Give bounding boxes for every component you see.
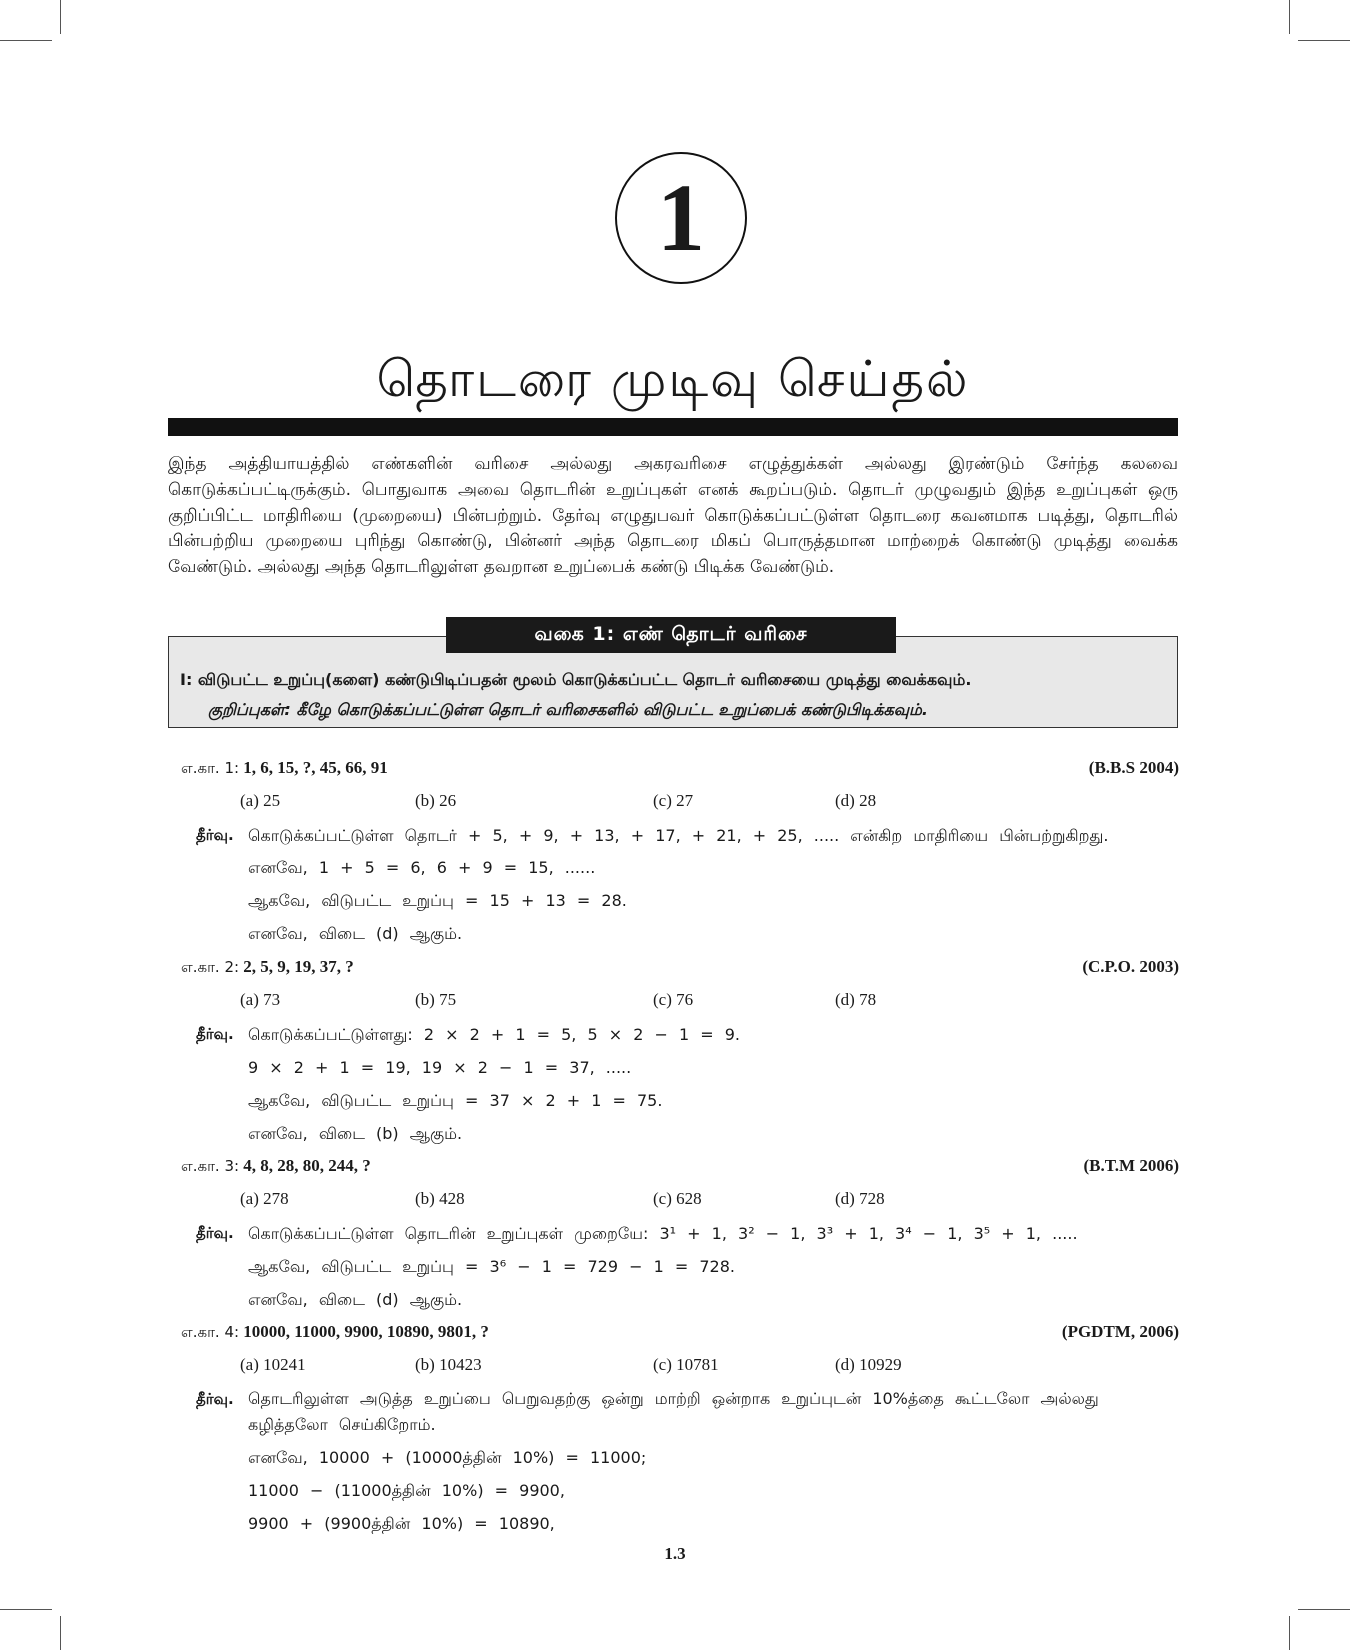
crop-mark <box>1289 0 1290 34</box>
solution-line: தொடரிலுள்ள அடுத்த உறுப்பை பெறுவதற்கு ஒன்று மாற்றி ஒன்றாக உறுப்புடன் 10%த்தை கூட்டலோ அல்லது கழித்தலோ செய்கிறோம். <box>248 1389 1099 1434</box>
solution-label: தீர்வு. <box>196 826 234 844</box>
option-b: (b) 75 <box>415 990 457 1009</box>
example-source: (B.T.M 2006) <box>1083 1156 1179 1175</box>
solution-label: தீர்வு. <box>196 1224 234 1242</box>
example-series: 4, 8, 28, 80, 244, ? <box>243 1156 371 1175</box>
option-a: (a) 25 <box>240 791 281 810</box>
example-source: (C.P.O. 2003) <box>1082 957 1179 976</box>
intro-paragraph: இந்த அத்தியாயத்தில் எண்களின் வரிசை அல்லது அகரவரிசை எழுத்துக்கள் அல்லது இரண்டும் சேர்ந்த கலவை கொடுக்கப்பட்டிருக்கும். பொதுவாக அவை தொடரின் உறுப்புகள் எனக் கூறப்படும். தொடர் முழுவதும் இந்த உறுப்புகள் ஒரு குறிப்பிட்ட மாதிரியை (முறையை) பின்பற்றும். தேர்வு எழுதுபவர் கொடுக்கப்பட்டுள்ள தொடரை கவனமாக படித்து, தொடரில் பின்பற்றிய முறையை புரிந்து கொண்டு, பின்னர் அந்த தொடரை மிகப் பொருத்தமான மாற்றைக் கொண்டு முடித்து வைக்க வேண்டும். அல்லது அந்த தொடரிலுள்ள தவறான உறுப்பைக் கண்டு பிடிக்க வேண்டும். <box>168 454 1178 578</box>
solution-line: எனவே, 10000 + (10000த்தின் 10%) = 11000; <box>248 1448 647 1467</box>
example-source: (B.B.S 2004) <box>1088 758 1179 777</box>
example-question <box>181 1322 1179 1343</box>
example-question <box>181 758 1179 779</box>
option-d: (d) 728 <box>835 1189 885 1208</box>
option-c: (c) 27 <box>653 791 694 810</box>
solution-line: 11000 − (11000த்தின் 10%) = 9900, <box>248 1481 565 1500</box>
solution-line: 9900 + (9900த்தின் 10%) = 10890, <box>248 1514 555 1533</box>
option-c: (c) 76 <box>653 990 694 1009</box>
example-label: எ.கா. 4: <box>181 1323 240 1341</box>
option-c: (c) 10781 <box>653 1355 719 1374</box>
type-heading: வகை 1: எண் தொடர் வரிசை <box>446 617 896 653</box>
solution-line: கொடுக்கப்பட்டுள்ள தொடர் + 5, + 9, + 13, + 17, + 21, + 25, ..... என்கிற மாதிரியை பின்பற்றுகிறது. <box>248 826 1109 845</box>
solution-line: ஆகவே, விடுபட்ட உறுப்பு = 15 + 13 = 28. <box>248 891 627 910</box>
option-d: (d) 10929 <box>835 1355 902 1374</box>
instruction: I: விடுபட்ட உறுப்பு(களை) கண்டுபிடிப்பதன் மூலம் கொடுக்கப்பட்ட தொடர் வரிசையை முடித்து வைக்கவும். <box>180 670 972 689</box>
option-a: (a) 10241 <box>240 1355 306 1374</box>
example-series: 2, 5, 9, 19, 37, ? <box>243 957 354 976</box>
option-c: (c) 628 <box>653 1189 702 1208</box>
crop-mark <box>1298 40 1350 41</box>
option-b: (b) 26 <box>415 791 457 810</box>
solution-line: 9 × 2 + 1 = 19, 19 × 2 − 1 = 37, ..... <box>248 1058 632 1077</box>
solution-line: எனவே, 1 + 5 = 6, 6 + 9 = 15, ...... <box>248 858 596 877</box>
solution-line: எனவே, விடை (b) ஆகும். <box>248 1124 463 1143</box>
crop-mark <box>1289 1616 1290 1650</box>
crop-mark <box>1298 1609 1350 1610</box>
crop-mark <box>0 40 52 41</box>
solution-line: ஆகவே, விடுபட்ட உறுப்பு = 37 × 2 + 1 = 75. <box>248 1091 663 1110</box>
page-number: 1.3 <box>664 1544 686 1563</box>
chapter-number: 1 <box>657 164 705 271</box>
example-question <box>181 957 1179 978</box>
chapter-number-badge <box>615 152 747 284</box>
solution-line: கொடுக்கப்பட்டுள்ள தொடரின் உறுப்புகள் முறையே: 3¹ + 1, 3² − 1, 3³ + 1, 3⁴ − 1, 3⁵ + 1, ..... <box>248 1224 1078 1243</box>
example-series: 10000, 11000, 9900, 10890, 9801, ? <box>243 1322 489 1341</box>
crop-mark <box>0 1609 52 1610</box>
example-label: எ.கா. 1: <box>181 759 240 777</box>
chapter-title: தொடரை முடிவு செய்தல் <box>376 350 970 408</box>
solution-label: தீர்வு. <box>196 1025 234 1043</box>
solution-line: எனவே, விடை (d) ஆகும். <box>248 1290 463 1309</box>
solution-label: தீர்வு. <box>196 1390 234 1408</box>
option-a: (a) 278 <box>240 1189 289 1208</box>
crop-mark <box>60 0 61 34</box>
crop-mark <box>60 1616 61 1650</box>
example-question <box>181 1156 1179 1177</box>
solution-line: எனவே, விடை (d) ஆகும். <box>248 924 463 943</box>
option-b: (b) 428 <box>415 1189 465 1208</box>
option-d: (d) 28 <box>835 791 877 810</box>
note: குறிப்புகள்: கீழே கொடுக்கப்பட்டுள்ள தொடர் வரிசைகளில் விடுபட்ட உறுப்பைக் கண்டுபிடிக்கவும். <box>208 700 928 719</box>
example-source: (PGDTM, 2006) <box>1061 1322 1179 1341</box>
option-a: (a) 73 <box>240 990 281 1009</box>
example-label: எ.கா. 2: <box>181 958 240 976</box>
option-d: (d) 78 <box>835 990 877 1009</box>
option-b: (b) 10423 <box>415 1355 482 1374</box>
example-series: 1, 6, 15, ?, 45, 66, 91 <box>243 758 388 777</box>
title-rule <box>168 418 1178 436</box>
example-label: எ.கா. 3: <box>181 1157 240 1175</box>
solution-line: கொடுக்கப்பட்டுள்ளது: 2 × 2 + 1 = 5, 5 × 2 − 1 = 9. <box>248 1025 741 1044</box>
solution-line: ஆகவே, விடுபட்ட உறுப்பு = 3⁶ − 1 = 729 − 1 = 728. <box>248 1257 735 1276</box>
